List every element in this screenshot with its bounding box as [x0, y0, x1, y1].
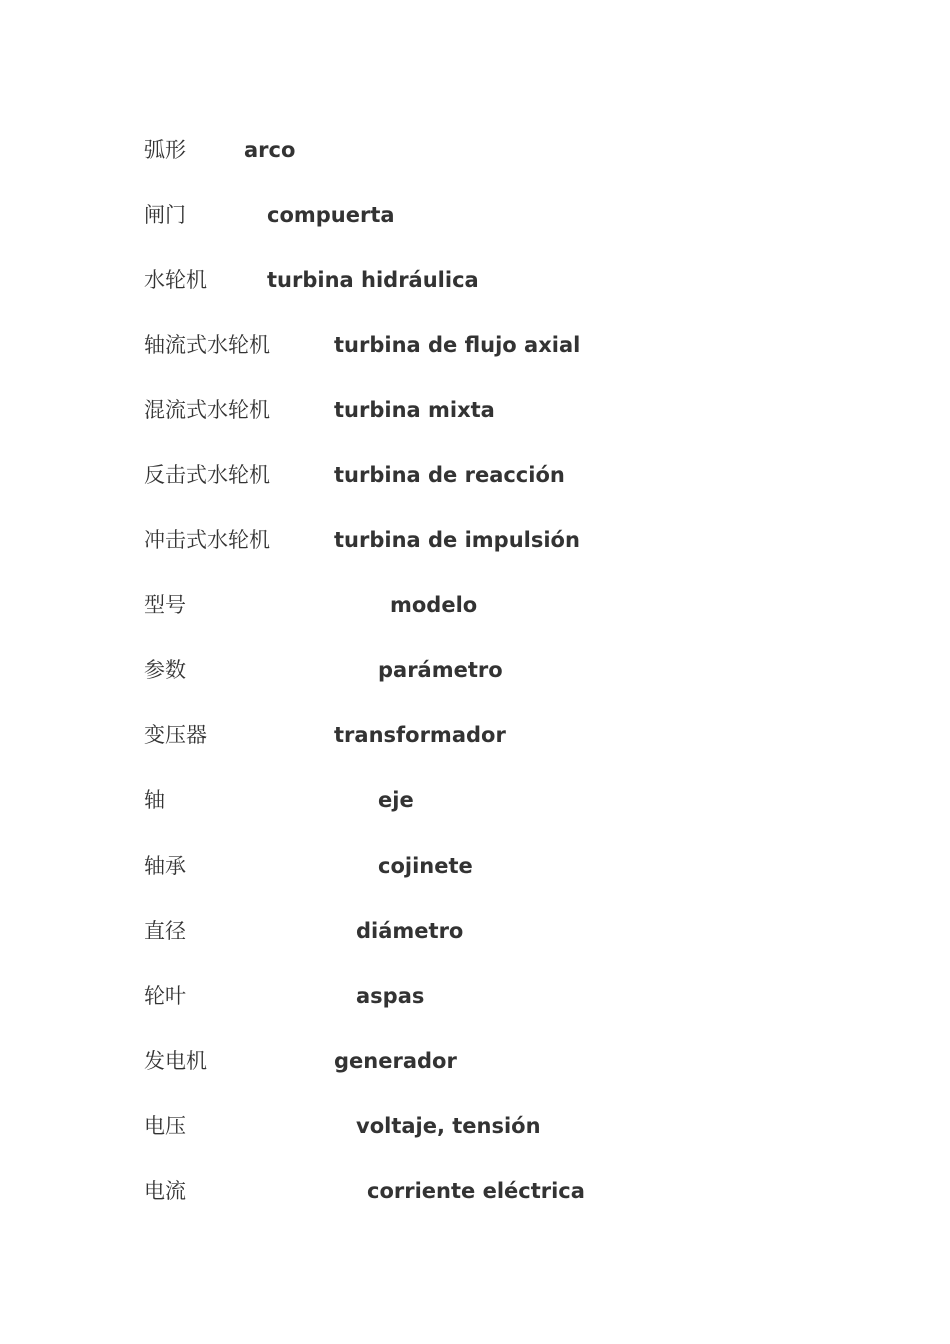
chinese-term: 轮叶 — [144, 984, 186, 1008]
glossary-entry — [0, 195, 950, 235]
spanish-term: modelo — [390, 593, 478, 617]
spanish-term: turbina mixta — [334, 398, 495, 422]
chinese-term: 闸门 — [144, 203, 186, 227]
spanish-term: parámetro — [378, 658, 503, 682]
spanish-term: turbina de impulsión — [334, 528, 580, 552]
chinese-term: 型号 — [144, 593, 186, 617]
glossary-entry — [0, 130, 950, 170]
glossary-entry — [0, 1106, 950, 1146]
chinese-term: 电流 — [144, 1179, 186, 1203]
glossary-entry — [0, 260, 950, 300]
spanish-term: voltaje, tensión — [356, 1114, 541, 1138]
chinese-term: 反击式水轮机 — [144, 463, 270, 487]
spanish-term: generador — [334, 1049, 457, 1073]
glossary-entry — [0, 650, 950, 690]
chinese-term: 直径 — [144, 919, 186, 943]
glossary-entry — [0, 976, 950, 1016]
chinese-term: 轴承 — [144, 854, 186, 878]
glossary-entry — [0, 325, 950, 365]
chinese-term: 发电机 — [144, 1049, 207, 1073]
spanish-term: transformador — [334, 723, 506, 747]
chinese-term: 水轮机 — [144, 268, 207, 292]
glossary-entry — [0, 715, 950, 755]
chinese-term: 电压 — [144, 1114, 186, 1138]
glossary-entry — [0, 585, 950, 625]
spanish-term: eje — [378, 788, 414, 812]
glossary-entry — [0, 780, 950, 820]
spanish-term: cojinete — [378, 854, 473, 878]
glossary-entry — [0, 846, 950, 886]
spanish-term: turbina de flujo axial — [334, 333, 581, 357]
spanish-term: turbina de reacción — [334, 463, 565, 487]
chinese-term: 参数 — [144, 658, 186, 682]
chinese-term: 弧形 — [144, 138, 186, 162]
glossary-entry — [0, 455, 950, 495]
spanish-term: aspas — [356, 984, 425, 1008]
chinese-term: 混流式水轮机 — [144, 398, 270, 422]
spanish-term: compuerta — [267, 203, 395, 227]
chinese-term: 轴 — [144, 788, 165, 812]
spanish-term: arco — [244, 138, 296, 162]
chinese-term: 变压器 — [144, 723, 207, 747]
glossary-entry — [0, 911, 950, 951]
glossary-entry — [0, 1171, 950, 1211]
spanish-term: diámetro — [356, 919, 464, 943]
chinese-term: 冲击式水轮机 — [144, 528, 270, 552]
spanish-term: turbina hidráulica — [267, 268, 479, 292]
glossary-entry — [0, 1041, 950, 1081]
chinese-term: 轴流式水轮机 — [144, 333, 270, 357]
spanish-term: corriente eléctrica — [367, 1179, 585, 1203]
glossary-entry — [0, 390, 950, 430]
glossary-entry — [0, 520, 950, 560]
